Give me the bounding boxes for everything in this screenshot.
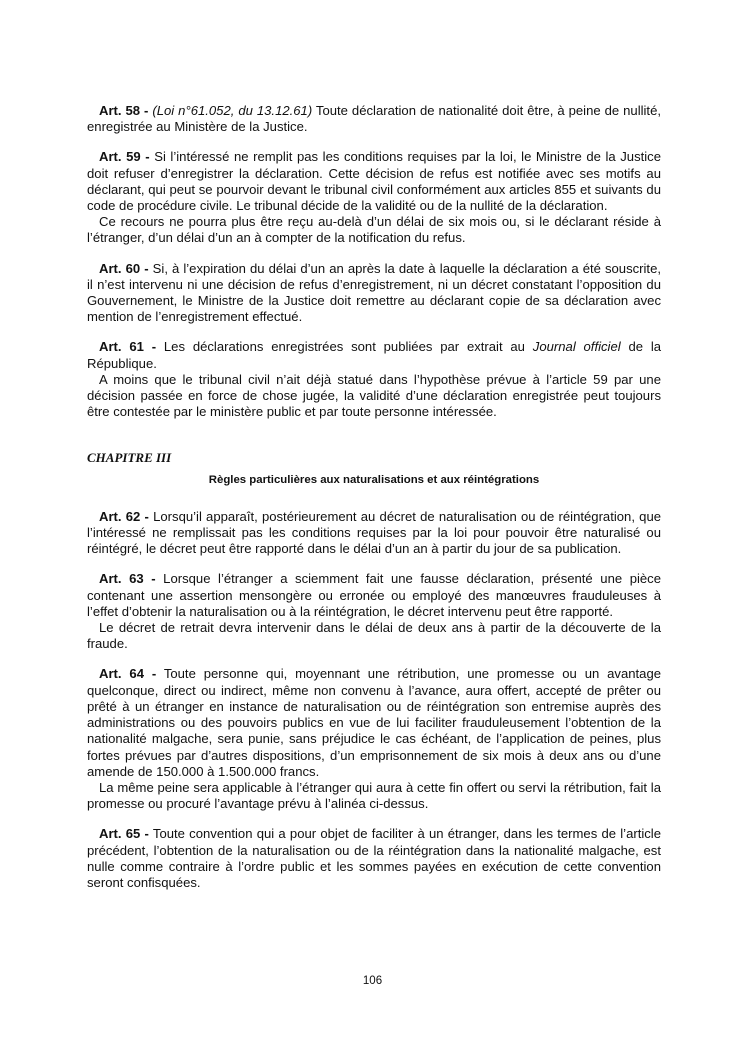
article-text: Toute déclaration de nationalité doit être, à peine de nullité, enregistrée au Ministère de la Justice. [87,103,661,135]
article-62 [87,509,661,558]
article-paragraph [87,339,661,371]
law-reference: (Loi n°61.052, du 13.12.61) [152,103,313,118]
article-number: Art. 63 - [99,571,156,587]
article-paragraph [87,509,661,558]
article-text: Lorsqu’il apparaît, postérieurement au décret de naturalisation ou de réintégration, que l’intéressé ne remplissait pas les conditions requises par la loi pour pouvoir être naturalisé ou réintégré, le décret peut être rapporté dans le délai d’un an à partir du jour de sa publication. [87,508,662,557]
article-paragraph-2: Ce recours ne pourra plus être reçu au-delà d’un délai de six mois ou, si le déclarant réside à l’étranger, d’un délai d’un an à compter de la notification du refus. [87,214,661,246]
article-paragraph-2: La même peine sera applicable à l’étranger qui aura à cette fin offert ou servi la rétribution, fait la promesse ou procuré l’avantage prévu à l’alinéa ci-dessus. [87,779,661,812]
article-number: Art. 59 - [99,149,150,165]
article-64 [87,666,661,812]
article-number: Art. 60 - [99,260,149,276]
article-63 [87,571,661,652]
article-paragraph [87,666,661,779]
article-text: Lorsque l’étranger a sciemment fait une fausse déclaration, présenté une pièce contenant une assertion mensongère ou erronée ou employé des manœuvres frauduleuses à l’effet d’obtenir la naturalisation ou à la réintégration, le décret intervenu peut être rapporté. [87,571,661,619]
article-number: Art. 64 - [99,666,157,682]
chapter-subtitle: Règles particulières aux naturalisations et aux réintégrations [208,473,540,486]
article-text: Les déclarations enregistrées sont publiées par extrait au [156,339,533,355]
article-paragraph [87,826,661,891]
article-61 [87,339,661,420]
article-paragraph-2: A moins que le tribunal civil n’ait déjà statué dans l’hypothèse prévue à l’article 59 par une décision passée en force de chose jugée, la validité d’une déclaration enregistrée peut toujours être contestée par le ministère public et par toute personne intéressée. [87,371,661,420]
page-number: 106 [362,975,383,987]
article-paragraph [87,103,661,135]
article-number: Art. 61 - [99,339,157,355]
article-text: Si, à l’expiration du délai d’un an après la date à laquelle la déclaration a été souscrite, il n’est intervenu ni une décision de refus d’enregistrement, ni un décret constatant l’opposition du Gouvernement, le Ministre de la Justice doit remettre au déclarant copie de sa déclaration avec mention de l’enregistrement effectué. [87,260,661,325]
article-number: Art. 62 - [99,508,149,524]
journal-title: Journal officiel [532,339,621,355]
article-paragraph [87,571,661,620]
article-text-end: de la République. [87,339,662,371]
article-text: Toute convention qui a pour objet de faciliter à un étranger, dans les termes de l’article précédent, l’obtention de la naturalisation ou de la réintégration dans la nationalité malgache, est nulle comme contraire à l’ordre public et les sommes payées en exécution de cette convention seront confisquées. [87,826,661,890]
document-body [87,103,661,905]
article-60 [87,261,661,326]
article-number: Art. 65 - [99,826,149,842]
article-text: Toute personne qui, moyennant une rétribution, une promesse ou un avantage quelconque, direct ou indirect, même non convenu à l’avance, aura offert, accepté de prêter ou prêté à un étranger en instance de naturalisation ou de réintégration son entremise auprès des administrations ou des pouvoirs publics en vue de lui faciliter frauduleusement l’obtention de la nationalité malgache, sera punie, sans préjudice le cas échéant, de l’application de peines, plus fortes prévues par d’autres dispositions, d’un emprisonnement de six mois à deux ans ou d’une amende de 150.000 à 1.500.000 francs. [87,666,662,779]
article-65 [87,826,661,891]
article-paragraph [87,149,661,214]
article-text: Si l’intéressé ne remplit pas les conditions requises par la loi, le Ministre de la Justice doit refuser d’enregistrer la déclaration. Cette décision de refus est notifiée avec ses motifs au déclarant, qui peut se pourvoir devant le tribunal civil conformément aux articles 855 et suivants du code de procédure civile. Le tribunal décide de la validité ou de la nullité de la déclaration. [87,149,662,214]
article-number: Art. 58 - [99,103,149,118]
article-59 [87,149,661,246]
chapter-title: CHAPITRE III [87,450,172,466]
article-paragraph-2: Le décret de retrait devra intervenir dans le délai de deux ans à partir de la découverte de la fraude. [87,620,661,652]
article-58 [87,103,661,135]
article-paragraph [87,261,661,326]
